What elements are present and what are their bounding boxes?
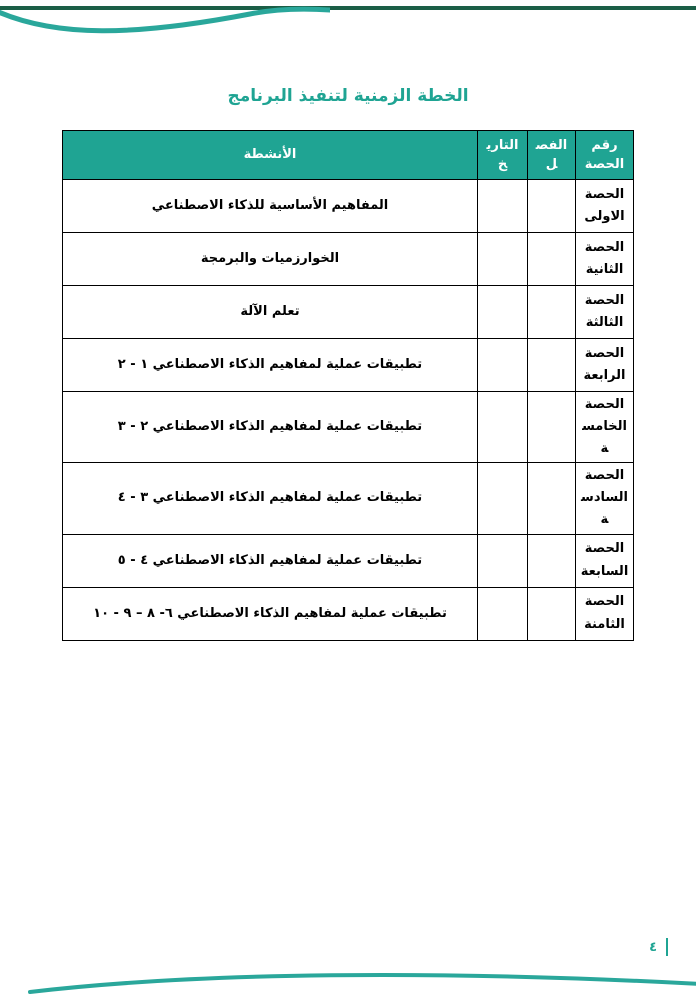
date-cell bbox=[478, 286, 528, 339]
table-row bbox=[63, 233, 634, 286]
date-cell bbox=[478, 587, 528, 640]
header-class: الفصل bbox=[528, 131, 576, 180]
session-cell: الحصة الثالثة bbox=[576, 286, 634, 339]
table-row bbox=[63, 180, 634, 233]
date-cell bbox=[478, 463, 528, 534]
class-cell bbox=[528, 463, 576, 534]
date-cell bbox=[478, 392, 528, 463]
top-swoosh-icon bbox=[0, 0, 330, 42]
page-number-divider bbox=[666, 938, 668, 956]
session-cell: الحصة الثامنة bbox=[576, 587, 634, 640]
table-row bbox=[63, 463, 634, 534]
class-cell bbox=[528, 534, 576, 587]
activity-cell: المفاهيم الأساسية للذكاء الاصطناعي bbox=[63, 180, 478, 233]
class-cell bbox=[528, 233, 576, 286]
header-session: رقم الحصة bbox=[576, 131, 634, 180]
date-cell bbox=[478, 534, 528, 587]
session-cell: الحصة السابعة bbox=[576, 534, 634, 587]
page-number: ٤ bbox=[649, 939, 657, 955]
session-cell: الحصة الخامسة bbox=[576, 392, 634, 463]
class-cell bbox=[528, 339, 576, 392]
date-cell bbox=[478, 180, 528, 233]
activity-cell: تطبيقات عملية لمفاهيم الذكاء الاصطناعي ٦- ٨ – ٩ - ١٠ bbox=[63, 587, 478, 640]
header-date: التاريخ bbox=[478, 131, 528, 180]
table-row bbox=[63, 534, 634, 587]
class-cell bbox=[528, 286, 576, 339]
page-title: الخطة الزمنية لتنفيذ البرنامج bbox=[227, 86, 469, 106]
session-cell: الحصة السادسة bbox=[576, 463, 634, 534]
bottom-swoosh-icon bbox=[0, 960, 696, 1000]
activity-cell: تطبيقات عملية لمفاهيم الذكاء الاصطناعي ١ - ٢ bbox=[63, 339, 478, 392]
date-cell bbox=[478, 233, 528, 286]
header-activities: الأنشطة bbox=[63, 131, 478, 180]
session-cell: الحصة الاولى bbox=[576, 180, 634, 233]
class-cell bbox=[528, 587, 576, 640]
table-row bbox=[63, 286, 634, 339]
activity-cell: تعلم الآلة bbox=[63, 286, 478, 339]
activity-cell: تطبيقات عملية لمفاهيم الذكاء الاصطناعي ٢ - ٣ bbox=[63, 392, 478, 463]
date-cell bbox=[478, 339, 528, 392]
page-number-container bbox=[649, 938, 668, 956]
schedule-table bbox=[62, 130, 634, 641]
class-cell bbox=[528, 180, 576, 233]
table-row bbox=[63, 392, 634, 463]
activity-cell: الخوارزميات والبرمجة bbox=[63, 233, 478, 286]
table-row bbox=[63, 587, 634, 640]
session-cell: الحصة الرابعة bbox=[576, 339, 634, 392]
table-header-row bbox=[63, 131, 634, 180]
table-row bbox=[63, 339, 634, 392]
class-cell bbox=[528, 392, 576, 463]
activity-cell: تطبيقات عملية لمفاهيم الذكاء الاصطناعي ٤ - ٥ bbox=[63, 534, 478, 587]
session-cell: الحصة الثانية bbox=[576, 233, 634, 286]
activity-cell: تطبيقات عملية لمفاهيم الذكاء الاصطناعي ٣ - ٤ bbox=[63, 463, 478, 534]
